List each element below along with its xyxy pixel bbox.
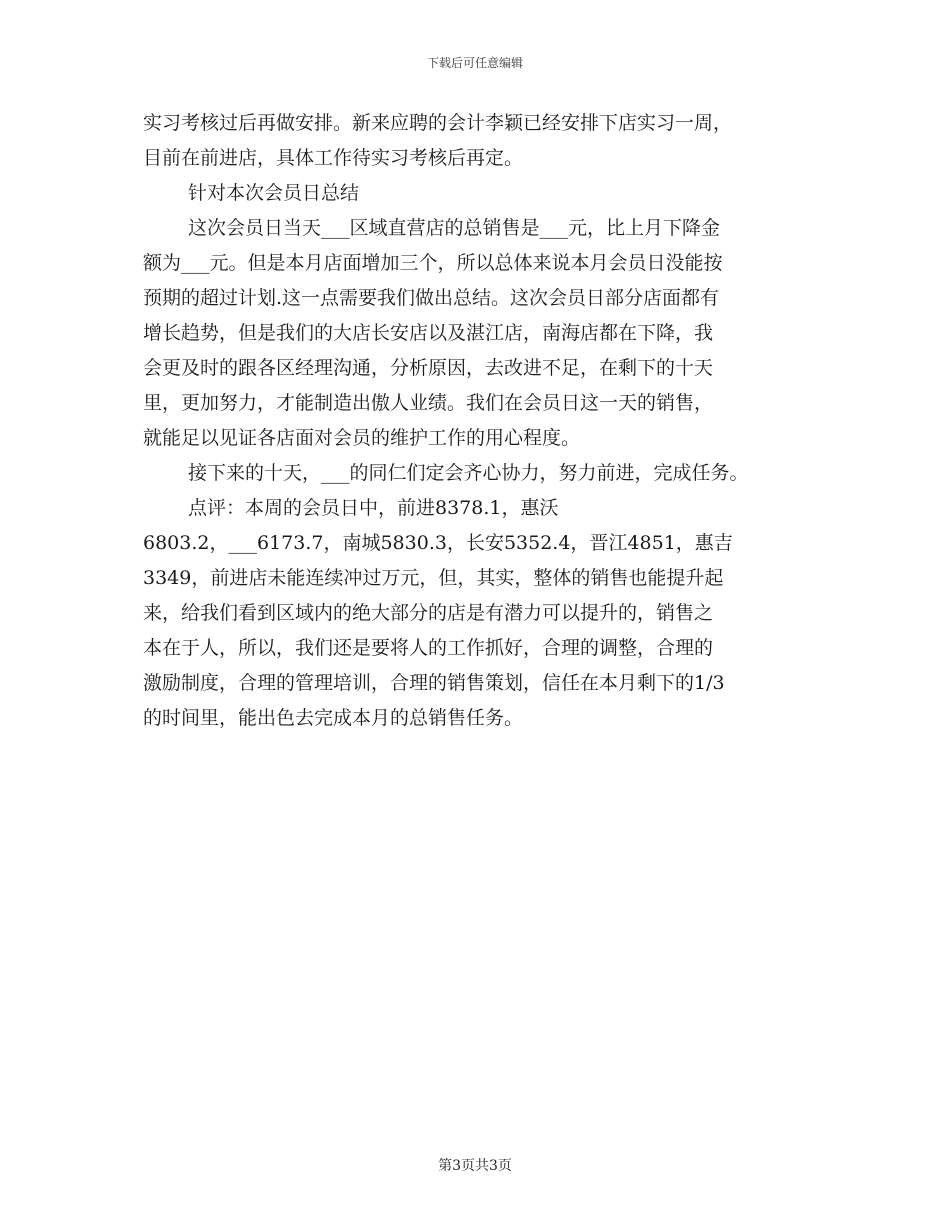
page-number: 第3页共3页: [438, 1158, 512, 1174]
body-line: 点评：本周的会员日中，前进8378.1，惠沃: [188, 497, 559, 519]
body-line: 接下来的十天，___的同仁们定会齐心协力，努力前进，完成任务。: [188, 462, 749, 484]
body-line: 3349，前进店未能连续冲过万元，但，其实，整体的销售也能提升起: [143, 567, 724, 589]
body-line: 预期的超过计划.这一点需要我们做出总结。这次会员日部分店面都有: [143, 287, 720, 309]
document-body: [143, 106, 823, 736]
body-line: 本在于人，所以，我们还是要将人的工作抓好，合理的调整，合理的: [143, 637, 714, 659]
body-line: 额为___元。但是本月店面增加三个，所以总体来说本月会员日没能按: [143, 252, 723, 274]
body-line: 的时间里，能出色去完成本月的总销售任务。: [143, 707, 524, 729]
body-line: 这次会员日当天___区域直营店的总销售是___元，比上月下降金: [188, 217, 721, 239]
page-header: 下载后可任意编辑: [426, 56, 523, 70]
body-line: 实习考核过后再做安排。新来应聘的会计李颖已经安排下店实习一周，: [143, 112, 733, 134]
body-line: 6803.2，___6173.7，南城5830.3，长安5352.4，晋江4851，惠吉: [143, 532, 733, 554]
body-line: 目前在前进店，具体工作待实习考核后再定。: [143, 147, 524, 169]
body-line: 里，更加努力，才能制造出傲人业绩。我们在会员日这一天的销售，: [143, 392, 714, 414]
body-line: 来，给我们看到区域内的绝大部分的店是有潜力可以提升的，销售之: [143, 602, 714, 624]
body-line: 激励制度，合理的管理培训，合理的销售策划，信任在本月剩下的1/3: [143, 672, 725, 694]
body-line: 会更及时的跟各区经理沟通，分析原因，去改进不足，在剩下的十天: [143, 357, 714, 379]
section-heading: 针对本次会员日总结: [188, 182, 360, 204]
body-line: 增长趋势，但是我们的大店长安店以及湛江店，南海店都在下降，我: [143, 322, 714, 344]
body-line: 就能足以见证各店面对会员的维护工作的用心程度。: [143, 427, 581, 449]
